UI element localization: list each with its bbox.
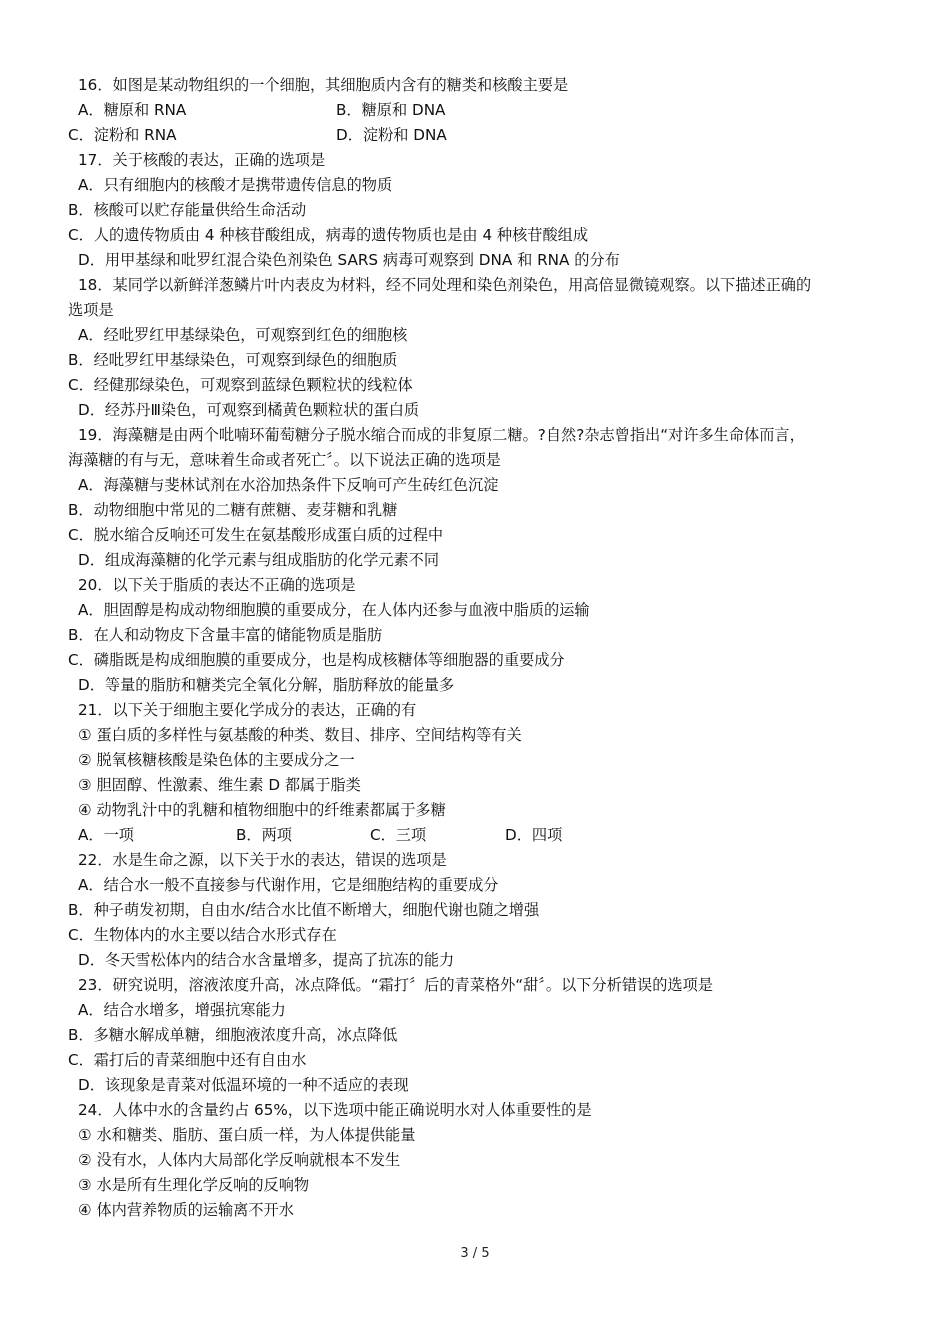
text-line: D．淀粉和 DNA xyxy=(336,126,447,144)
text-line: B．核酸可以贮存能量供给生命活动 xyxy=(68,201,307,219)
text-line: B．种子萌发初期，自由水/结合水比值不断增大，细胞代谢也随之增强 xyxy=(68,901,540,919)
text-line: 19．海藻糖是由两个吡喃环葡萄糖分子脱水缩合而成的非复原二糖。?自然?杂志曾指出“对许多生命体而言， xyxy=(78,426,805,444)
text-line: A．结合水增多，增强抗寒能力 xyxy=(78,1001,286,1019)
text-line: C．人的遗传物质由 4 种核苷酸组成，病毒的遗传物质也是由 4 种核苷酸组成 xyxy=(68,226,589,244)
text-line: ③ 水是所有生理化学反响的反响物 xyxy=(78,1176,310,1194)
text-line: C．磷脂既是构成细胞膜的重要成分，也是构成核糖体等细胞器的重要成分 xyxy=(68,651,565,669)
text-line: D．用甲基绿和吡罗红混合染色剂染色 SARS 病毒可观察到 DNA 和 RNA 的分布 xyxy=(78,251,620,269)
text-line: C．脱水缩合反响还可发生在氨基酸形成蛋白质的过程中 xyxy=(68,526,444,544)
text-line: C．经健那绿染色，可观察到蓝绿色颗粒状的线粒体 xyxy=(68,376,413,394)
text-line: A．海藻糖与斐林试剂在水浴加热条件下反响可产生砖红色沉淀 xyxy=(78,476,499,494)
text-line: ① 水和糖类、脂肪、蛋白质一样，为人体提供能量 xyxy=(78,1126,416,1144)
text-line: 24．人体中水的含量约占 65%，以下选项中能正确说明水对人体重要性的是 xyxy=(78,1101,592,1119)
text-line: B．糖原和 DNA xyxy=(336,101,446,119)
text-line: B．两项 xyxy=(236,826,292,844)
text-line: C．三项 xyxy=(370,826,427,844)
text-line: 23．研究说明，溶液浓度升高，冰点降低。“霜打〞后的青菜格外“甜〞。以下分析错误的选项是 xyxy=(78,976,713,994)
text-line: D．经苏丹Ⅲ染色，可观察到橘黄色颗粒状的蛋白质 xyxy=(78,401,420,419)
text-line: ① 蛋白质的多样性与氨基酸的种类、数目、排序、空间结构等有关 xyxy=(78,726,522,744)
text-line: ④ 动物乳汁中的乳糖和植物细胞中的纤维素都属于多糖 xyxy=(78,801,446,819)
text-line: B．多糖水解成单糖，细胞液浓度升高，冰点降低 xyxy=(68,1026,398,1044)
text-line: A．经吡罗红甲基绿染色，可观察到红色的细胞核 xyxy=(78,326,408,344)
text-line: A．一项 xyxy=(78,826,134,844)
text-line: C．霜打后的青菜细胞中还有自由水 xyxy=(68,1051,307,1069)
text-line: A．胆固醇是构成动物细胞膜的重要成分，在人体内还参与血液中脂质的运输 xyxy=(78,601,590,619)
text-line: 16．如图是某动物组织的一个细胞，其细胞质内含有的糖类和核酸主要是 xyxy=(78,76,569,94)
text-line: 选项是 xyxy=(68,301,114,319)
text-line: A．只有细胞内的核酸才是携带遗传信息的物质 xyxy=(78,176,393,194)
text-line: B．在人和动物皮下含量丰富的储能物质是脂肪 xyxy=(68,626,383,644)
text-line: D．等量的脂肪和糖类完全氧化分解，脂肪释放的能量多 xyxy=(78,676,455,694)
text-line: B．动物细胞中常见的二糖有蔗糖、麦芽糖和乳糖 xyxy=(68,501,398,519)
text-line: 20．以下关于脂质的表达不正确的选项是 xyxy=(78,576,356,594)
text-line: 22．水是生命之源，以下关于水的表达，错误的选项是 xyxy=(78,851,447,869)
text-line: ② 脱氧核糖核酸是染色体的主要成分之一 xyxy=(78,751,355,769)
text-line: 17．关于核酸的表达，正确的选项是 xyxy=(78,151,326,169)
text-line: ④ 体内营养物质的运输离不开水 xyxy=(78,1201,294,1219)
text-line: B．经吡罗红甲基绿染色，可观察到绿色的细胞质 xyxy=(68,351,398,369)
text-line: 21．以下关于细胞主要化学成分的表达，正确的有 xyxy=(78,701,417,719)
page-number: 3 / 5 xyxy=(460,1246,490,1261)
text-line: D．四项 xyxy=(505,826,563,844)
text-line: 18．某同学以新鲜洋葱鳞片叶内表皮为材料，经不同处理和染色剂染色，用高倍显微镜观察。以下描述正确的 xyxy=(78,276,812,294)
text-line: D．该现象是青菜对低温环境的一种不适应的表现 xyxy=(78,1076,409,1094)
text-line: C．生物体内的水主要以结合水形式存在 xyxy=(68,926,337,944)
text-line: D．冬天雪松体内的结合水含量增多，提高了抗冻的能力 xyxy=(78,951,455,969)
text-line: A．糖原和 RNA xyxy=(78,101,187,119)
text-line: A．结合水一般不直接参与代谢作用，它是细胞结构的重要成分 xyxy=(78,876,499,894)
text-line: 海藻糖的有与无，意味着生命或者死亡〞。以下说法正确的选项是 xyxy=(68,451,501,469)
text-line: ③ 胆固醇、性激素、维生素 D 都属于脂类 xyxy=(78,776,361,794)
text-line: ② 没有水，人体内大局部化学反响就根本不发生 xyxy=(78,1151,401,1169)
text-line: D．组成海藻糖的化学元素与组成脂肪的化学元素不同 xyxy=(78,551,440,569)
text-line: C．淀粉和 RNA xyxy=(68,126,177,144)
